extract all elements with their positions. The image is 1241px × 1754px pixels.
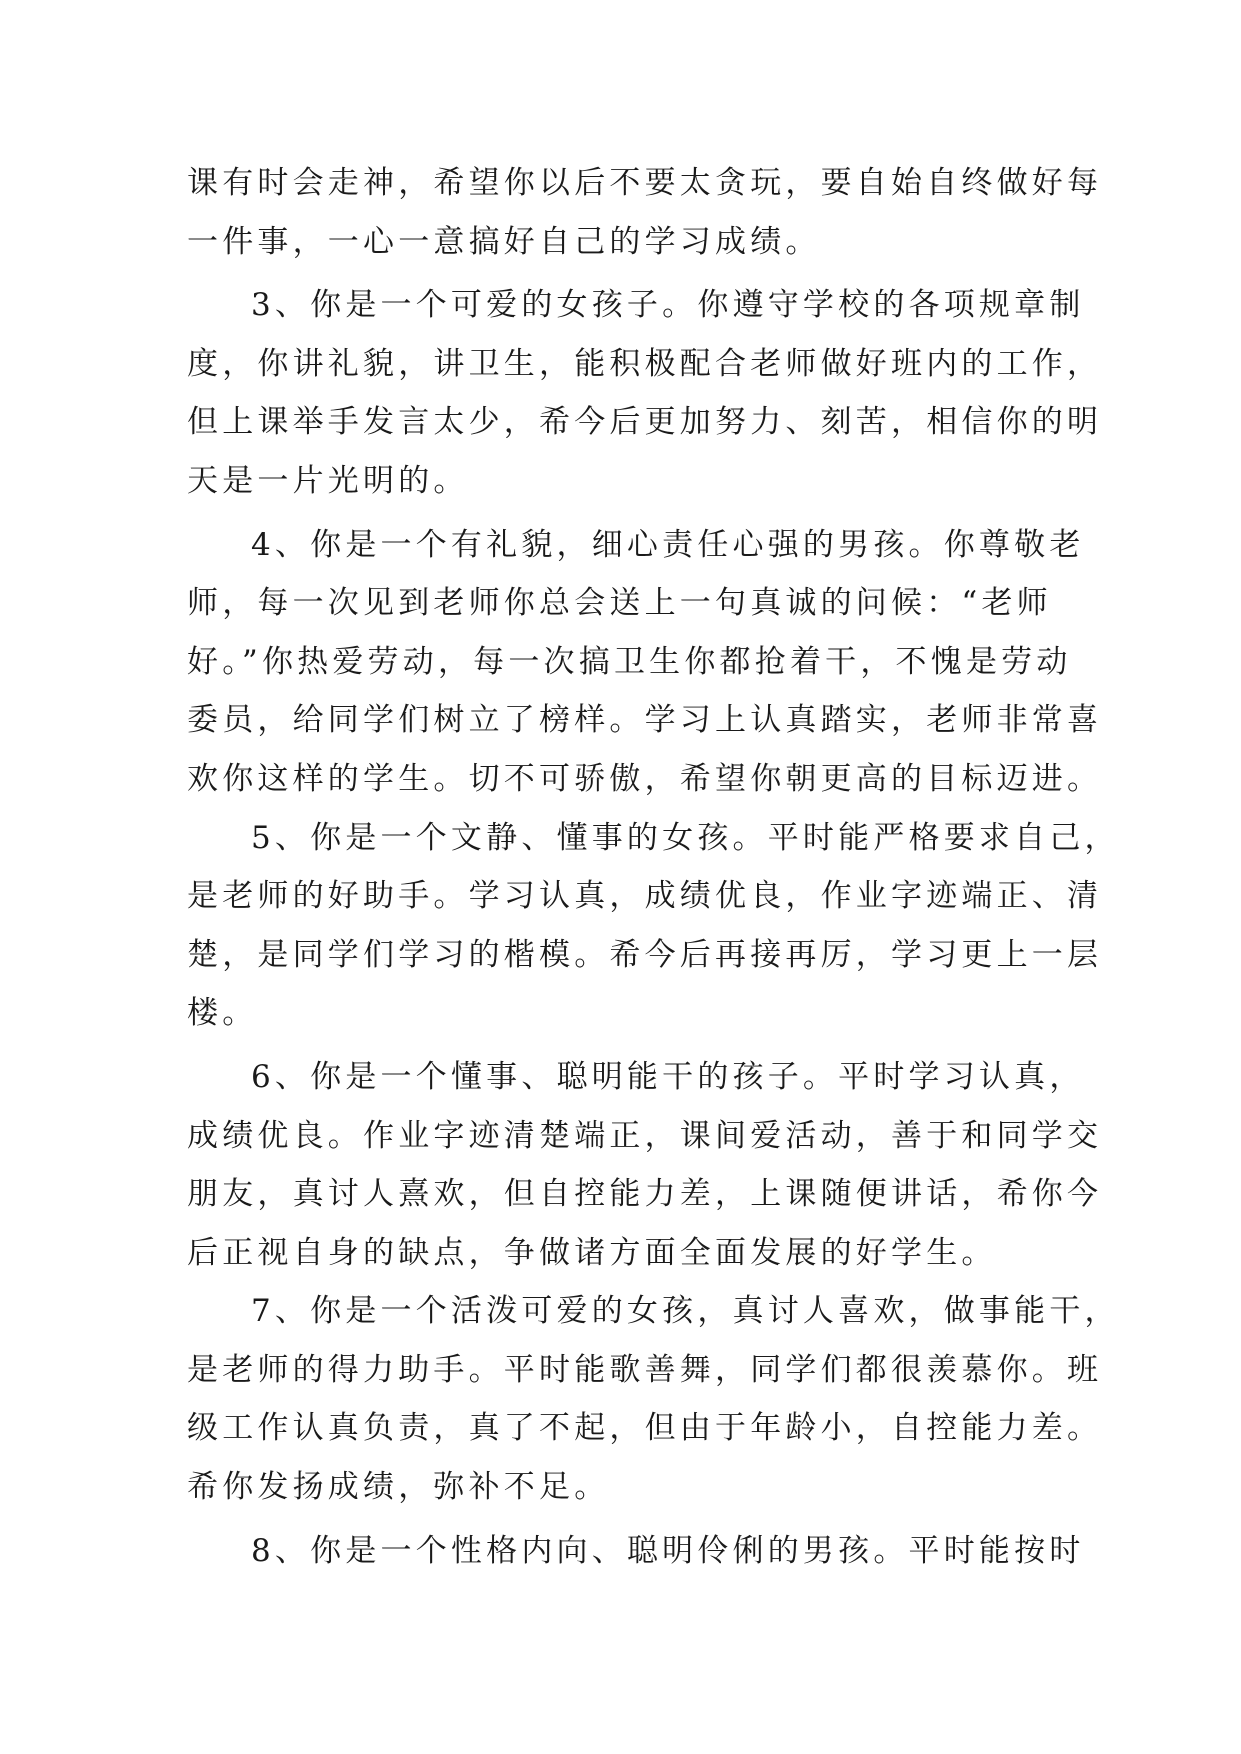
paragraph-start-7: 7、你是一个活泼可爱的女孩，真讨人喜欢，做事能干，: [251, 1293, 1120, 1330]
text-line: 课有时会走神，希望你以后不要太贪玩，要自始自终做好每: [187, 165, 1103, 201]
paragraph-start-5: 5、你是一个文静、懂事的女孩。平时能严格要求自己，: [251, 819, 1120, 856]
text-line: 是老师的得力助手。平时能歌善舞，同学们都很羡慕你。班: [187, 1351, 1103, 1388]
text-line: 但上课举手发言太少，希今后更加努力、刻苦，相信你的明: [187, 404, 1103, 441]
text-line: 欢你这样的学生。切不可骄傲，希望你朝更高的目标迈进。: [187, 760, 1103, 797]
text-line: 楼。: [187, 995, 258, 1032]
paragraph-start-3: 3、你是一个可爱的女孩子。你遵守学校的各项规章制: [251, 287, 1085, 324]
text-line: 是老师的好助手。学习认真，成绩优良，作业字迹端正、清: [187, 878, 1103, 915]
text-line: 朋友，真讨人熹欢，但自控能力差，上课随便讲话，希你今: [187, 1176, 1103, 1213]
text-line: 天是一片光明的。: [187, 462, 469, 499]
text-line: 成绩优良。作业字迹清楚端正，课间爱活动，善于和同学交: [187, 1117, 1103, 1154]
paragraph-start-8: 8、你是一个性格内向、聪明伶俐的男孩。平时能按时: [251, 1532, 1085, 1569]
text-line: 级工作认真负责，真了不起，但由于年龄小，自控能力差。: [187, 1410, 1103, 1447]
text-line: 希你发扬成绩，弥补不足。: [187, 1469, 610, 1506]
text-line: 度，你讲礼貌，讲卫生，能积极配合老师做好班内的工作，: [187, 345, 1103, 382]
paragraph-start-4: 4、你是一个有礼貌，细心责任心强的男孩。你尊敬老: [251, 526, 1085, 563]
text-line: 师，每一次见到老师你总会送上一句真诚的问候：“老师: [187, 585, 1052, 622]
paragraph-start-6: 6、你是一个懂事、聪明能干的孩子。平时学习认真，: [251, 1058, 1085, 1095]
text-line: 好。”你热爱劳动，每一次搞卫生你都抢着干，不愧是劳动: [187, 643, 1072, 680]
text-line: 委员，给同学们树立了榜样。学习上认真踏实，老师非常喜: [187, 702, 1103, 739]
document-body: [187, 154, 1120, 1580]
text-line: 后正视自身的缺点，争做诸方面全面发展的好学生。: [187, 1234, 997, 1271]
text-line: 楚，是同学们学习的楷模。希今后再接再厉，学习更上一层: [187, 936, 1103, 973]
text-line: 一件事，一心一意搞好自己的学习成绩。: [187, 223, 821, 260]
